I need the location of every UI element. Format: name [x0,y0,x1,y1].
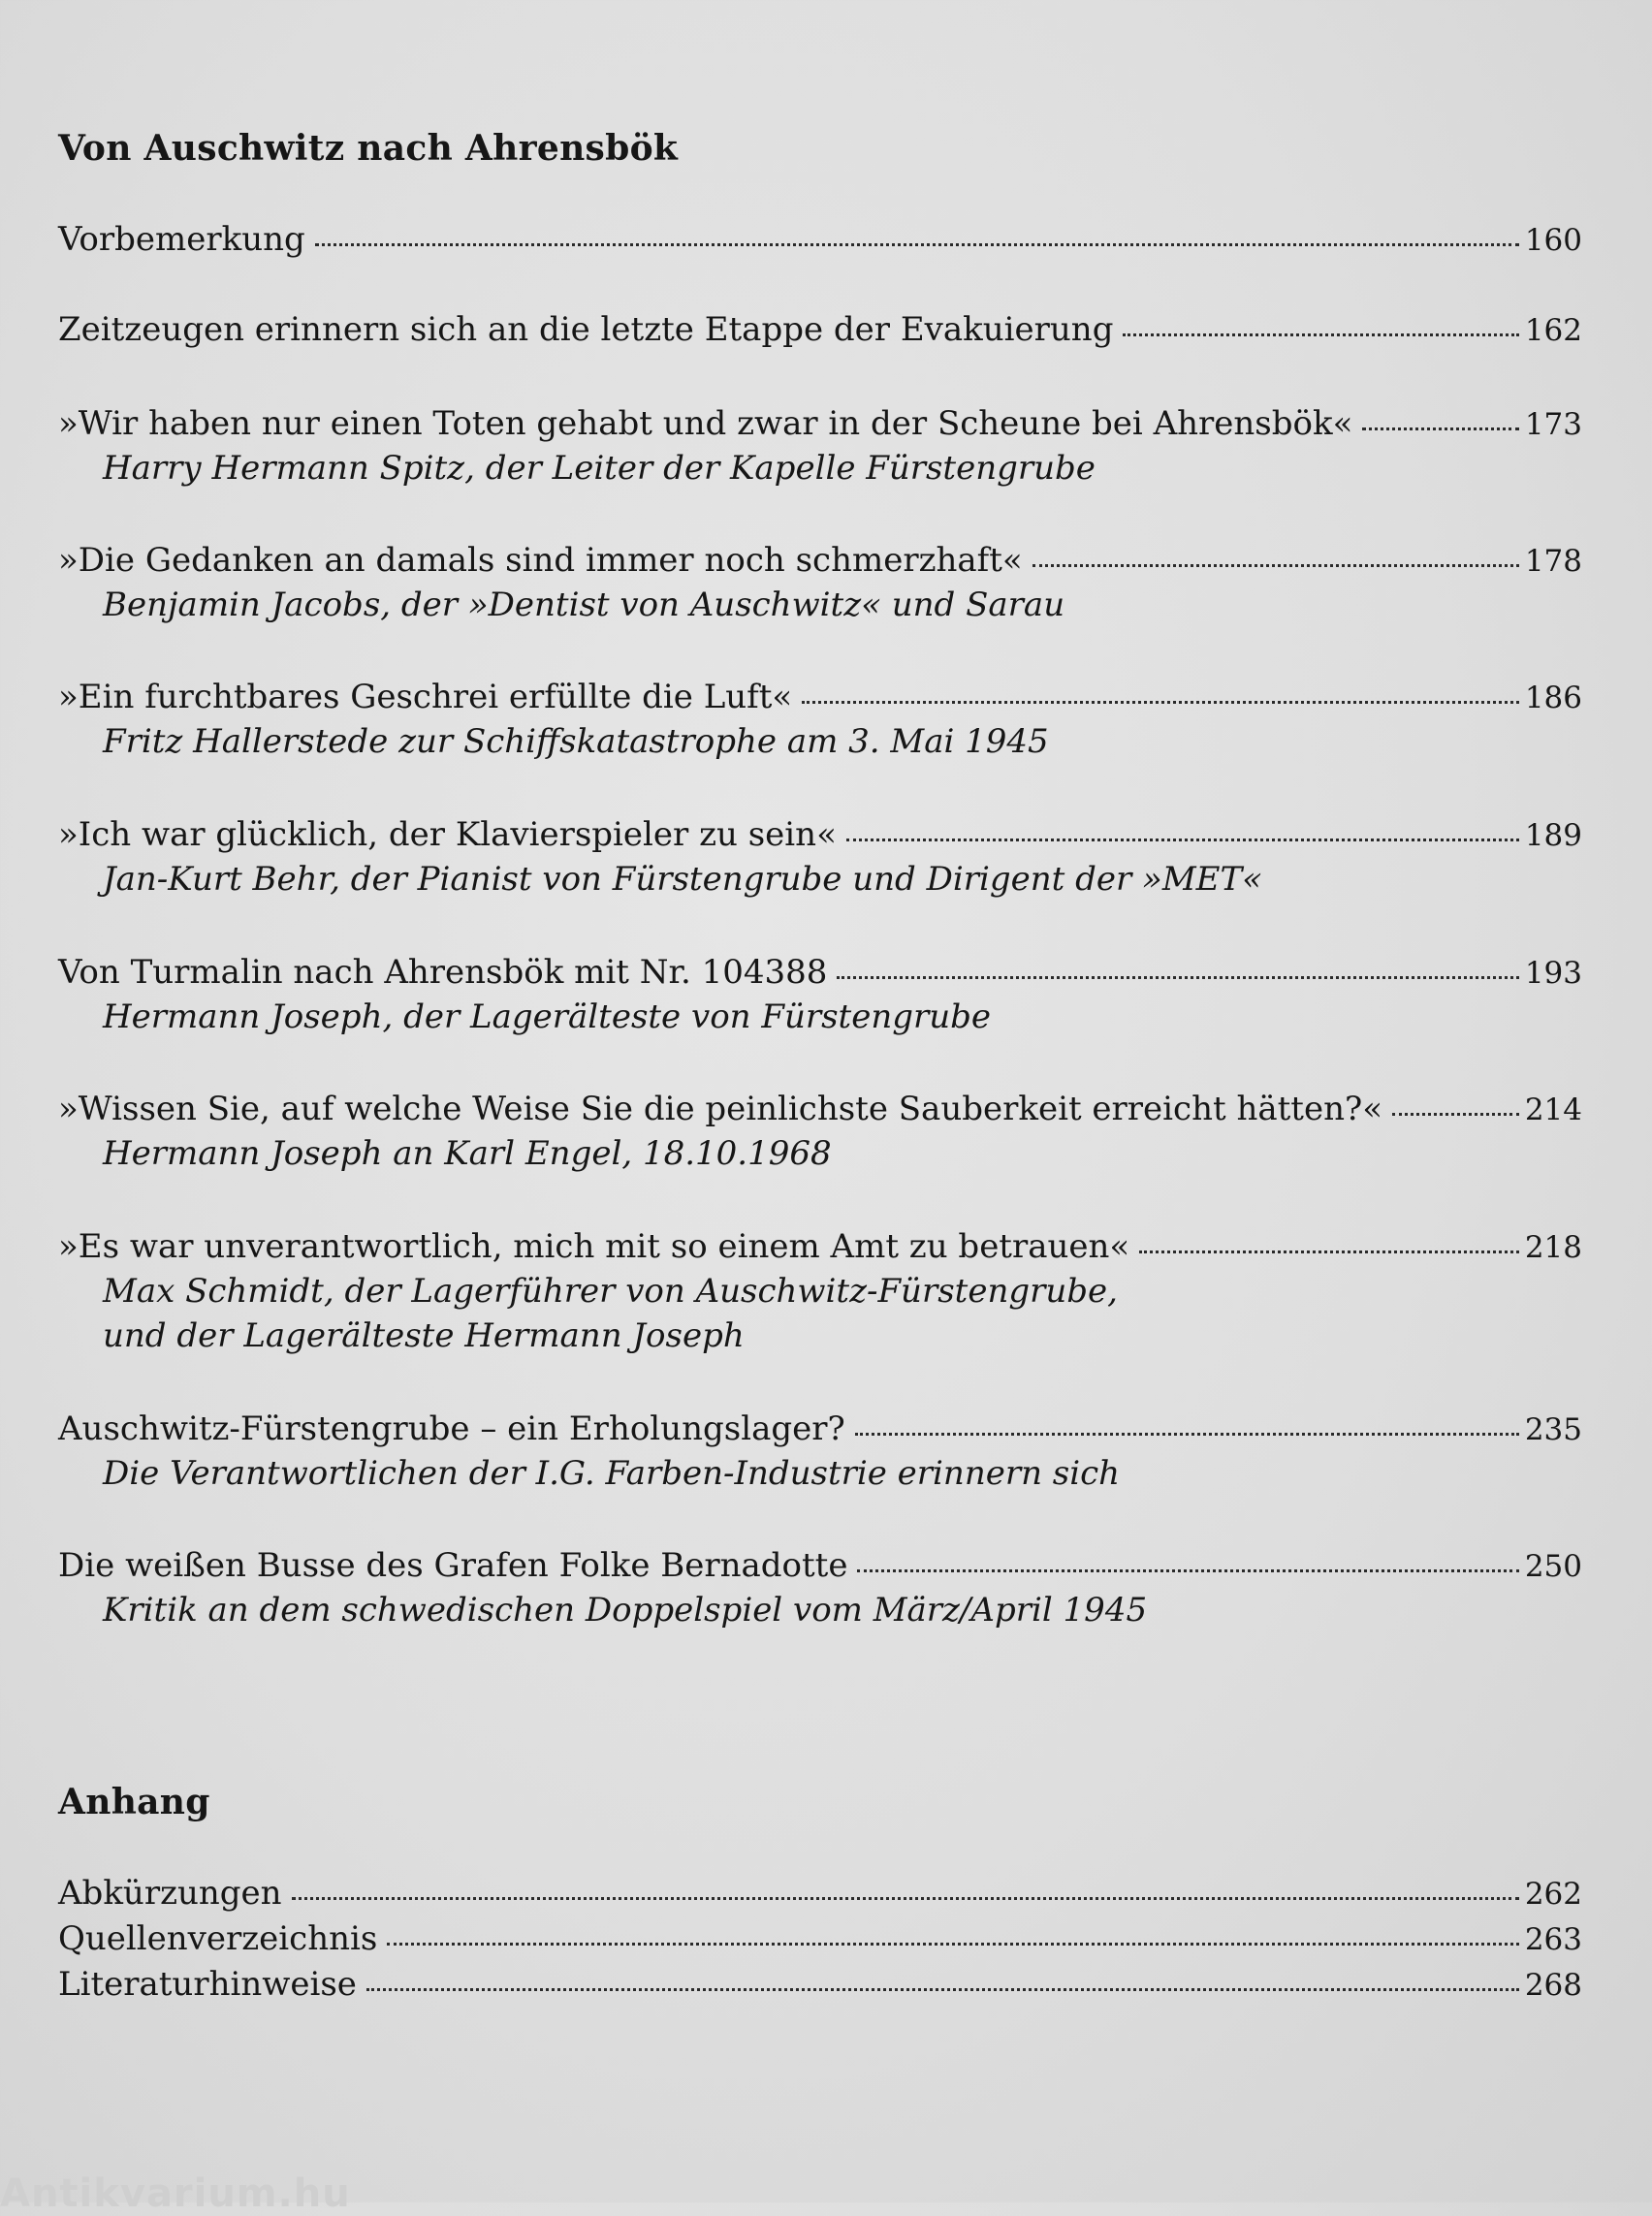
dot-leader [292,1894,1519,1900]
dot-leader [1392,1110,1519,1116]
toc-entry-title: Die weißen Busse des Grafen Folke Bernadotte [58,1546,848,1585]
toc-entry-title: Zeitzeugen erinnern sich an die letzte Etappe der Evakuierung [58,310,1114,349]
toc-entry-subtitle: Benjamin Jacobs, der »Dentist von Auschwitz« und Sarau [103,586,1065,624]
toc-entry[interactable] [58,951,1582,1039]
toc-entry-subtitle: Hermann Joseph an Karl Engel, 18.10.1968 [103,1134,832,1173]
dot-leader [855,1430,1519,1436]
toc-entry-page: 160 [1524,223,1582,258]
toc-entry-page: 218 [1524,1230,1582,1265]
watermark: Antikvarium.hu [0,2171,351,2216]
toc-entry-line [58,218,1582,262]
toc-entry-line [58,813,1582,857]
toc-entry-page: 214 [1524,1092,1582,1127]
dot-leader [366,1985,1519,1991]
dot-leader [387,1940,1519,1946]
toc-entry-page: 162 [1524,313,1582,348]
toc-entry-subtitle: Hermann Joseph, der Lagerälteste von Fürstengrube [103,997,992,1036]
dot-leader [837,973,1518,979]
dot-leader [1362,425,1518,430]
toc-entry[interactable] [58,813,1582,902]
toc-entry[interactable] [58,218,1582,262]
appendix-entry-title: Quellenverzeichnis [58,1919,378,1958]
dot-leader [802,698,1519,704]
toc-entry-page: 189 [1524,818,1582,853]
toc-entry-subtitle: Die Verantwortlichen der I.G. Farben-Industrie erinnern sich [103,1454,1121,1493]
appendix-entry[interactable] [58,1962,1582,2008]
toc-entry[interactable] [58,1544,1582,1632]
section-title-appendix: Anhang [58,1782,210,1822]
appendix-list [58,1871,1582,2008]
toc-entry-title: Vorbemerkung [58,220,305,259]
toc-entry[interactable] [58,1408,1582,1496]
toc-entry-page: 173 [1524,407,1582,442]
toc-entry-subtitle: und der Lagerälteste Hermann Joseph [103,1316,745,1355]
dot-leader [315,240,1519,246]
toc-entry-subtitle: Kritik an dem schwedischen Doppelspiel vom März/April 1945 [103,1591,1148,1630]
toc-entry-subtitle: Harry Hermann Spitz, der Leiter der Kapelle Fürstengrube [103,449,1096,488]
appendix-entry-title: Abkürzungen [58,1874,282,1913]
dot-leader [857,1567,1518,1572]
toc-entry-title: »Wissen Sie, auf welche Weise Sie die peinlichste Sauberkeit erreicht hätten?« [58,1090,1383,1128]
toc-entry[interactable] [58,1088,1582,1176]
toc-entry-line [58,308,1582,352]
toc-entry[interactable] [58,539,1582,627]
toc-entry-line [58,1408,1582,1451]
toc-entry-line [58,1544,1582,1588]
toc-entry-page: 193 [1524,956,1582,991]
toc-entry-title: »Wir haben nur einen Toten gehabt und zwar in der Scheune bei Ahrensbök« [58,404,1353,443]
toc-entry-title: »Die Gedanken an damals sind immer noch schmerzhaft« [58,541,1023,580]
toc-entry[interactable] [58,1225,1582,1358]
toc-entry-page: 178 [1524,544,1582,579]
toc-entry-page: 235 [1524,1412,1582,1447]
toc-entry-line [58,402,1582,446]
toc-entry-title: »Ich war glücklich, der Klavierspieler zu sein« [58,815,837,854]
toc-entry[interactable] [58,402,1582,491]
section-title-main: Von Auschwitz nach Ahrensbök [58,128,679,169]
toc-entry-subtitle: Fritz Hallerstede zur Schiffskatastrophe am 3. Mai 1945 [103,722,1049,761]
toc-entry-line [58,1088,1582,1131]
toc-entry-title: »Es war unverantwortlich, mich mit so einem Amt zu betrauen« [58,1227,1130,1266]
dot-leader [1139,1248,1519,1253]
appendix-entry-page: 268 [1524,1968,1582,2003]
toc-entry-page: 186 [1524,681,1582,715]
toc-entry-title: »Ein furchtbares Geschrei erfüllte die Luft« [58,678,793,716]
toc-entry[interactable] [58,308,1582,352]
dot-leader [846,836,1519,841]
toc-entry-page: 250 [1524,1549,1582,1584]
toc-entry-line [58,1225,1582,1269]
toc-entry-line [58,951,1582,995]
appendix-entry[interactable] [58,1916,1582,1962]
toc-entry[interactable] [58,676,1582,764]
toc-entry-title: Von Turmalin nach Ahrensbök mit Nr. 104388 [58,953,828,992]
appendix-entry-title: Literaturhinweise [58,1965,357,2004]
appendix-entry-page: 263 [1524,1922,1582,1957]
dot-leader [1123,331,1518,336]
toc-entry-subtitle: Jan-Kurt Behr, der Pianist von Fürstengrube und Dirigent der »MET« [103,860,1262,899]
appendix-entry-page: 262 [1524,1877,1582,1912]
toc-entry-line [58,676,1582,719]
toc-entry-title: Auschwitz-Fürstengrube – ein Erholungslager? [58,1409,845,1448]
dot-leader [1032,561,1519,567]
toc-entry-subtitle: Max Schmidt, der Lagerführer von Auschwitz-Fürstengrube, [103,1272,1118,1311]
appendix-entry[interactable] [58,1871,1582,1916]
toc-entry-line [58,539,1582,583]
